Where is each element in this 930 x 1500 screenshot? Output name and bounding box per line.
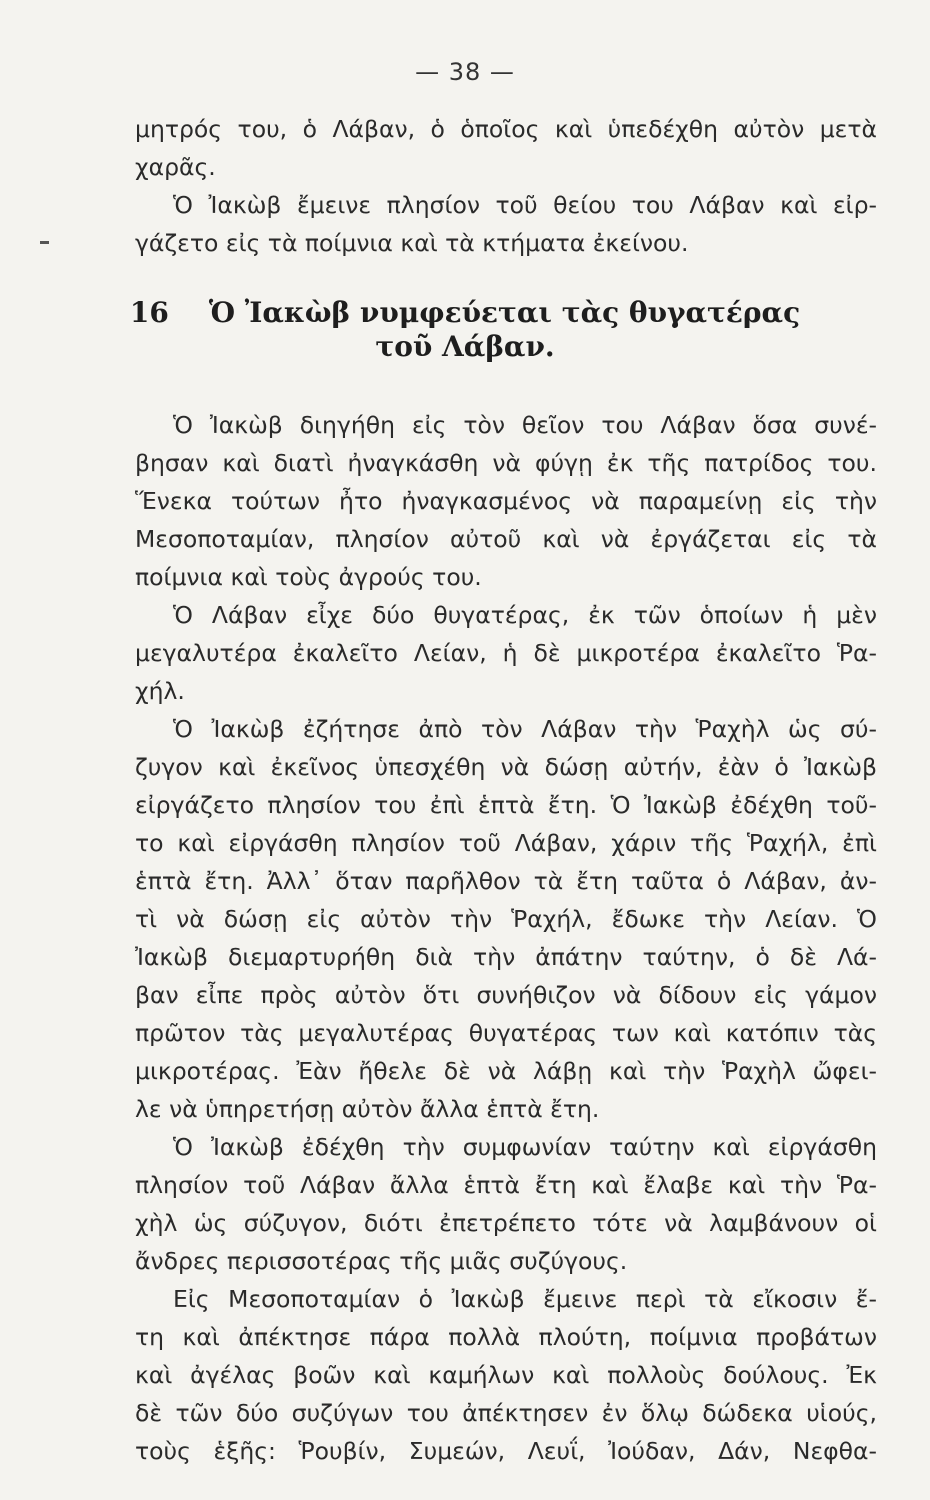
text-line: Μεσοποταμίαν, πλησίον αὐτοῦ καὶ νὰ ἐργάζεται εἰς τὰ: [135, 525, 877, 553]
text-line: χὴλ ὡς σύζυγον, διότι ἐπετρέπετο τότε νὰ λαμβάνουν οἱ: [135, 1209, 877, 1237]
section-number: 16: [129, 296, 169, 329]
text-line: ἄνδρες περισσοτέρας τῆς μιᾶς συζύγους.: [135, 1247, 628, 1275]
text-line: δὲ τῶν δύο συζύγων του ἀπέκτησεν ἐν ὅλῳ δώδεκα υἱούς,: [135, 1399, 877, 1427]
text-line: τὶ νὰ δώσῃ εἰς αὐτὸν τὴν Ῥαχήλ, ἔδωκε τὴν Λείαν. Ὁ: [135, 905, 877, 933]
text-line: Ὁ Ἰακὼβ ἐδέχθη τὴν συμφωνίαν ταύτην καὶ εἰργάσθη: [173, 1133, 877, 1161]
text-line: βαν εἶπε πρὸς αὐτὸν ὅτι συνήθιζον νὰ δίδουν εἰς γάμον: [135, 981, 877, 1009]
text-line: εἰργάζετο πλησίον του ἐπὶ ἑπτὰ ἔτη. Ὁ Ἰακὼβ ἐδέχθη τοῦ-: [135, 791, 877, 819]
page-number: — 38 —: [415, 58, 515, 86]
section-title-line-1: Ὁ Ἰακὼβ νυμφεύεται τὰς θυγατέρας: [208, 296, 801, 329]
text-line: πλησίον τοῦ Λάβαν ἄλλα ἑπτὰ ἔτη καὶ ἔλαβε καὶ τὴν Ῥα-: [135, 1171, 877, 1199]
text-line: βησαν καὶ διατὶ ἠναγκάσθη νὰ φύγῃ ἐκ τῆς πατρίδος του.: [135, 449, 877, 477]
text-line: λε νὰ ὑπηρετήσῃ αὐτὸν ἄλλα ἑπτὰ ἔτη.: [135, 1095, 600, 1123]
text-line: τη καὶ ἀπέκτησε πάρα πολλὰ πλούτη, ποίμνια προβάτων: [135, 1323, 877, 1351]
text-line: Ὁ Ἰακὼβ ἐζήτησε ἀπὸ τὸν Λάβαν τὴν Ῥαχὴλ ὡς σύ-: [173, 715, 877, 743]
text-line: μικροτέρας. Ἐὰν ἤθελε δὲ νὰ λάβῃ καὶ τὴν Ῥαχὴλ ὤφει-: [135, 1057, 877, 1085]
text-line: ἑπτὰ ἔτη. Ἀλλ᾿ ὅταν παρῆλθον τὰ ἔτη ταῦτα ὁ Λάβαν, ἀν-: [135, 867, 877, 895]
text-line: χαρᾶς.: [135, 153, 216, 181]
text-line: Ἕνεκα τούτων ἦτο ἠναγκασμένος νὰ παραμείνῃ εἰς τὴν: [135, 487, 877, 515]
text-line: Ἰακὼβ διεμαρτυρήθη διὰ τὴν ἀπάτην ταύτην, ὁ δὲ Λά-: [135, 943, 877, 971]
text-line: μεγαλυτέρα ἐκαλεῖτο Λείαν, ἡ δὲ μικροτέρα ἐκαλεῖτο Ῥα-: [135, 639, 877, 667]
text-line: γάζετο εἰς τὰ ποίμνια καὶ τὰ κτήματα ἐκείνου.: [135, 229, 689, 257]
text-line: ζυγον καὶ ἐκεῖνος ὑπεσχέθη νὰ δώσῃ αὐτήν, ἐὰν ὁ Ἰακὼβ: [135, 753, 877, 781]
text-line: ποίμνια καὶ τοὺς ἀγρούς του.: [135, 563, 482, 591]
text-line: Ὁ Ἰακὼβ διηγήθη εἰς τὸν θεῖον του Λάβαν ὅσα συνέ-: [173, 411, 877, 439]
text-line: πρῶτον τὰς μεγαλυτέρας θυγατέρας των καὶ κατόπιν τὰς: [135, 1019, 877, 1047]
text-line: Εἰς Μεσοποταμίαν ὁ Ἰακὼβ ἔμεινε περὶ τὰ εἴκοσιν ἔ-: [173, 1285, 877, 1313]
text-line: τοὺς ἑξῆς: Ῥουβίν, Συμεών, Λευΐ, Ἰούδαν, Δάν, Νεφθα-: [135, 1437, 877, 1465]
margin-mark: [40, 241, 49, 244]
text-line: το καὶ εἰργάσθη πλησίον τοῦ Λάβαν, χάριν τῆς Ῥαχήλ, ἐπὶ: [135, 829, 877, 857]
text-line: μητρός του, ὁ Λάβαν, ὁ ὁποῖος καὶ ὑπεδέχθη αὐτὸν μετὰ: [135, 115, 877, 143]
text-line: Ὁ Ἰακὼβ ἔμεινε πλησίον τοῦ θείου του Λάβαν καὶ εἰρ-: [173, 191, 877, 219]
text-line: Ὁ Λάβαν εἶχε δύο θυγατέρας, ἐκ τῶν ὁποίων ἡ μὲν: [173, 601, 877, 629]
text-line: καὶ ἀγέλας βοῶν καὶ καμήλων καὶ πολλοὺς δούλους. Ἐκ: [135, 1361, 877, 1389]
text-line: χήλ.: [135, 677, 185, 705]
section-title-line-2: τοῦ Λάβαν.: [375, 330, 555, 363]
